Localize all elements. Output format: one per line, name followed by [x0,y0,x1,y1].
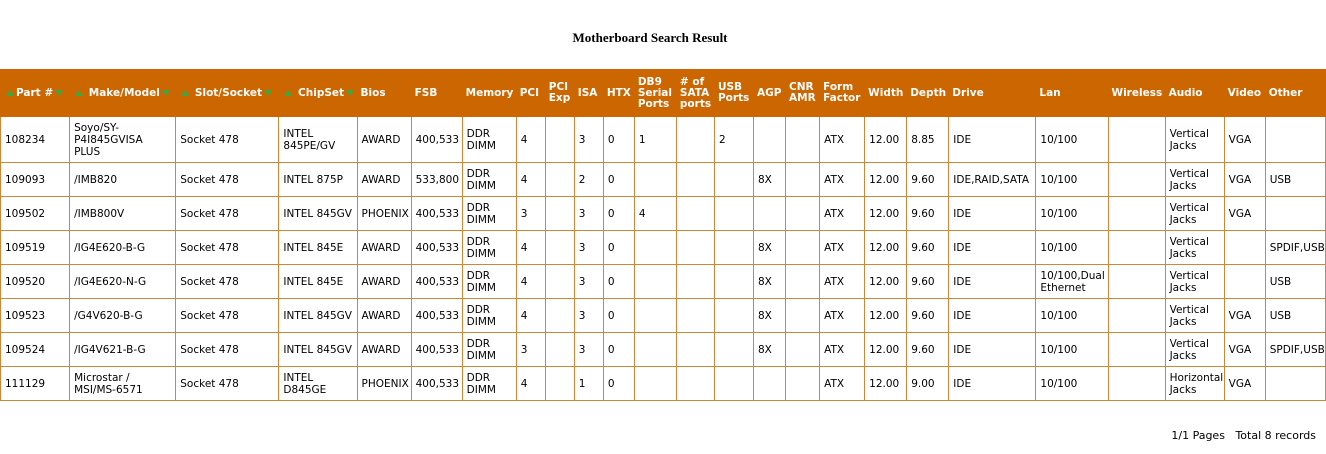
cell-video: VGA [1224,333,1265,367]
cell-part: 109502 [1,197,70,231]
cell-slot-socket: Socket 478 [176,231,279,265]
cell-isa: 3 [574,231,603,265]
record-count: Total 8 records [1235,429,1316,442]
cell-pci: 4 [516,231,545,265]
cell-cnr-amr [786,367,820,401]
cell-htx: 0 [603,231,634,265]
cell-wireless [1108,367,1165,401]
cell-pci-exp [545,333,574,367]
cell-lan: 10/100 [1036,197,1108,231]
col-header-fsb: FSB [411,70,462,117]
cell-video [1224,231,1265,265]
cell-video [1224,265,1265,299]
cell-bios: AWARD [357,163,411,197]
cell-part: 109519 [1,231,70,265]
cell-bios: PHOENIX [357,367,411,401]
cell-pci: 3 [516,197,545,231]
cell-sata [676,367,714,401]
cell-width: 12.00 [865,333,907,367]
cell-make-model: /G4V620-B-G [70,299,176,333]
cell-width: 12.00 [865,163,907,197]
cell-fsb: 400,533 [411,333,462,367]
col-header-depth: Depth [907,70,949,117]
sort-asc-icon[interactable] [6,90,14,96]
page-count: 1/1 Pages [1171,429,1225,442]
cell-video: VGA [1224,117,1265,163]
cell-audio: Vertical Jacks [1165,231,1224,265]
cell-db9 [634,231,676,265]
cell-lan: 10/100 [1036,299,1108,333]
cell-bios: AWARD [357,333,411,367]
cell-isa: 3 [574,333,603,367]
col-header-sata-ports: # of SATA ports [676,70,714,117]
table-row [1,117,1326,163]
cell-usb [714,333,753,367]
cell-slot-socket: Socket 478 [176,367,279,401]
cell-pci-exp [545,231,574,265]
col-header-htx: HTX [603,70,634,117]
col-header-bios: Bios [357,70,411,117]
cell-depth: 9.60 [907,163,949,197]
cell-depth: 9.60 [907,197,949,231]
cell-sata [676,197,714,231]
cell-htx: 0 [603,197,634,231]
cell-fsb: 400,533 [411,367,462,401]
cell-chipset: INTEL 845GV [279,197,357,231]
cell-part: 108234 [1,117,70,163]
cell-memory: DDR DIMM [462,197,516,231]
cell-lan: 10/100 [1036,163,1108,197]
cell-memory: DDR DIMM [462,333,516,367]
cell-form-factor: ATX [820,117,865,163]
sort-desc-icon[interactable] [55,90,63,96]
cell-depth: 9.60 [907,333,949,367]
cell-usb [714,367,753,401]
cell-width: 12.00 [865,197,907,231]
col-header-cnr-amr: CNR AMR [786,70,820,117]
cell-fsb: 533,800 [411,163,462,197]
cell-db9 [634,265,676,299]
sort-asc-icon[interactable] [284,90,292,96]
cell-audio: Vertical Jacks [1165,265,1224,299]
table-row [1,265,1326,299]
table-row [1,231,1326,265]
table-row [1,333,1326,367]
cell-slot-socket: Socket 478 [176,197,279,231]
cell-pci: 4 [516,163,545,197]
cell-sata [676,231,714,265]
cell-isa: 3 [574,265,603,299]
cell-db9 [634,367,676,401]
col-header-width: Width [865,70,907,117]
cell-drive: IDE [949,299,1036,333]
cell-usb [714,231,753,265]
cell-pci: 4 [516,117,545,163]
cell-cnr-amr [786,299,820,333]
cell-fsb: 400,533 [411,197,462,231]
cell-htx: 0 [603,367,634,401]
results-table [0,69,1326,401]
cell-audio: Vertical Jacks [1165,163,1224,197]
sort-desc-icon[interactable] [346,90,354,96]
cell-form-factor: ATX [820,163,865,197]
cell-cnr-amr [786,231,820,265]
cell-chipset: INTEL 875P [279,163,357,197]
cell-depth: 9.60 [907,231,949,265]
cell-db9 [634,163,676,197]
col-header-memory: Memory [462,70,516,117]
col-header-pci-exp: PCI Exp [545,70,574,117]
cell-drive: IDE [949,333,1036,367]
cell-form-factor: ATX [820,299,865,333]
cell-depth: 9.00 [907,367,949,401]
cell-agp: 8X [754,265,786,299]
cell-wireless [1108,117,1165,163]
cell-form-factor: ATX [820,265,865,299]
cell-audio: Vertical Jacks [1165,299,1224,333]
cell-agp: 8X [754,231,786,265]
cell-make-model: /IMB820 [70,163,176,197]
table-row [1,197,1326,231]
cell-make-model: /IG4E620-N-G [70,265,176,299]
page-title: Motherboard Search Result [572,30,728,45]
cell-bios: AWARD [357,231,411,265]
cell-isa: 3 [574,197,603,231]
cell-drive: IDE [949,367,1036,401]
cell-video: VGA [1224,197,1265,231]
col-header-form-factor: Form Factor [820,70,865,117]
sort-asc-icon[interactable] [75,90,83,96]
cell-depth: 9.60 [907,299,949,333]
cell-drive: IDE [949,117,1036,163]
cell-pci-exp [545,367,574,401]
cell-pci-exp [545,299,574,333]
cell-part: 109524 [1,333,70,367]
cell-isa: 3 [574,117,603,163]
cell-usb: 2 [714,117,753,163]
cell-drive: IDE [949,231,1036,265]
cell-isa: 1 [574,367,603,401]
cell-drive: IDE [949,197,1036,231]
cell-pci-exp [545,265,574,299]
pagination-summary [1171,429,1316,442]
cell-slot-socket: Socket 478 [176,265,279,299]
cell-chipset: INTEL 845GV [279,333,357,367]
cell-pci-exp [545,197,574,231]
cell-bios: AWARD [357,265,411,299]
header-row [1,70,1326,117]
cell-memory: DDR DIMM [462,265,516,299]
cell-lan: 10/100 [1036,367,1108,401]
cell-cnr-amr [786,333,820,367]
cell-drive: IDE,RAID,SATA [949,163,1036,197]
col-header-wireless: Wireless [1108,70,1165,117]
cell-depth: 8.85 [907,117,949,163]
cell-make-model: /IG4V621-B-G [70,333,176,367]
cell-pci: 3 [516,333,545,367]
cell-video: VGA [1224,299,1265,333]
cell-other: USB [1265,265,1325,299]
cell-audio: Vertical Jacks [1165,333,1224,367]
col-header-pci: PCI [516,70,545,117]
col-header-lan: Lan [1036,70,1108,117]
cell-agp: 8X [754,299,786,333]
cell-pci: 4 [516,299,545,333]
cell-memory: DDR DIMM [462,117,516,163]
cell-part: 111129 [1,367,70,401]
cell-wireless [1108,333,1165,367]
cell-htx: 0 [603,299,634,333]
cell-audio: Horizontal Jacks [1165,367,1224,401]
cell-wireless [1108,265,1165,299]
col-header-drive: Drive [949,70,1036,117]
cell-make-model: Soyo/SY-P4I845GVISA PLUS [70,117,176,163]
cell-other: USB [1265,163,1325,197]
sort-desc-icon[interactable] [264,90,272,96]
cell-cnr-amr [786,163,820,197]
cell-part: 109523 [1,299,70,333]
cell-width: 12.00 [865,231,907,265]
cell-pci-exp [545,163,574,197]
cell-form-factor: ATX [820,197,865,231]
cell-video: VGA [1224,367,1265,401]
cell-sata [676,117,714,163]
cell-cnr-amr [786,117,820,163]
cell-agp [754,117,786,163]
cell-make-model: /IG4E620-B-G [70,231,176,265]
cell-fsb: 400,533 [411,117,462,163]
cell-db9: 1 [634,117,676,163]
cell-other [1265,117,1325,163]
cell-other: USB [1265,299,1325,333]
cell-db9: 4 [634,197,676,231]
cell-usb [714,163,753,197]
cell-chipset: INTEL 845PE/GV [279,117,357,163]
col-header-usb-ports: USB Ports [714,70,753,117]
cell-htx: 0 [603,333,634,367]
cell-memory: DDR DIMM [462,367,516,401]
cell-htx: 0 [603,163,634,197]
cell-memory: DDR DIMM [462,163,516,197]
cell-form-factor: ATX [820,367,865,401]
cell-cnr-amr [786,197,820,231]
cell-isa: 3 [574,299,603,333]
cell-other [1265,367,1325,401]
cell-pci-exp [545,117,574,163]
cell-db9 [634,299,676,333]
cell-part: 109520 [1,265,70,299]
col-header-make-model[interactable]: Make/Model [70,70,176,117]
cell-chipset: INTEL D845GE [279,367,357,401]
cell-make-model: /IMB800V [70,197,176,231]
cell-slot-socket: Socket 478 [176,333,279,367]
cell-chipset: INTEL 845GV [279,299,357,333]
table-row [1,367,1326,401]
cell-htx: 0 [603,265,634,299]
cell-audio: Vertical Jacks [1165,117,1224,163]
cell-bios: PHOENIX [357,197,411,231]
cell-other: SPDIF,USB [1265,333,1325,367]
cell-width: 12.00 [865,367,907,401]
cell-chipset: INTEL 845E [279,231,357,265]
cell-depth: 9.60 [907,265,949,299]
cell-memory: DDR DIMM [462,231,516,265]
cell-slot-socket: Socket 478 [176,163,279,197]
sort-asc-icon[interactable] [181,90,189,96]
cell-pci: 4 [516,367,545,401]
col-header-agp: AGP [754,70,786,117]
cell-lan: 10/100 [1036,333,1108,367]
cell-agp [754,367,786,401]
cell-bios: AWARD [357,117,411,163]
cell-slot-socket: Socket 478 [176,299,279,333]
cell-agp: 8X [754,333,786,367]
col-header-video: Video [1224,70,1265,117]
cell-make-model: Microstar / MSI/MS-6571 [70,367,176,401]
cell-sata [676,299,714,333]
cell-usb [714,265,753,299]
cell-pci: 4 [516,265,545,299]
cell-other: SPDIF,USB [1265,231,1325,265]
cell-chipset: INTEL 845E [279,265,357,299]
cell-agp: 8X [754,163,786,197]
col-header-db9-serial-ports: DB9 Serial Ports [634,70,676,117]
cell-width: 12.00 [865,299,907,333]
cell-fsb: 400,533 [411,265,462,299]
col-header-slot-socket[interactable]: Slot/Socket [176,70,279,117]
cell-drive: IDE [949,265,1036,299]
cell-fsb: 400,533 [411,231,462,265]
cell-other [1265,197,1325,231]
cell-lan: 10/100 [1036,231,1108,265]
cell-usb [714,197,753,231]
cell-sata [676,265,714,299]
cell-fsb: 400,533 [411,299,462,333]
col-header-other: Other [1265,70,1325,117]
cell-width: 12.00 [865,117,907,163]
col-header-isa: ISA [574,70,603,117]
col-header-audio: Audio [1165,70,1224,117]
cell-video: VGA [1224,163,1265,197]
table-row [1,163,1326,197]
cell-audio: Vertical Jacks [1165,197,1224,231]
cell-wireless [1108,231,1165,265]
cell-agp [754,197,786,231]
cell-db9 [634,333,676,367]
cell-lan: 10/100 [1036,117,1108,163]
cell-wireless [1108,163,1165,197]
cell-wireless [1108,299,1165,333]
col-header-part[interactable]: Part # [1,70,70,117]
cell-cnr-amr [786,265,820,299]
cell-form-factor: ATX [820,333,865,367]
cell-lan: 10/100,Dual Ethernet [1036,265,1108,299]
cell-wireless [1108,197,1165,231]
table-row [1,299,1326,333]
cell-bios: AWARD [357,299,411,333]
cell-htx: 0 [603,117,634,163]
cell-part: 109093 [1,163,70,197]
cell-usb [714,299,753,333]
cell-sata [676,333,714,367]
cell-isa: 2 [574,163,603,197]
cell-memory: DDR DIMM [462,299,516,333]
cell-width: 12.00 [865,265,907,299]
cell-form-factor: ATX [820,231,865,265]
cell-slot-socket: Socket 478 [176,117,279,163]
sort-desc-icon[interactable] [162,90,170,96]
cell-sata [676,163,714,197]
col-header-chipset[interactable]: ChipSet [279,70,357,117]
